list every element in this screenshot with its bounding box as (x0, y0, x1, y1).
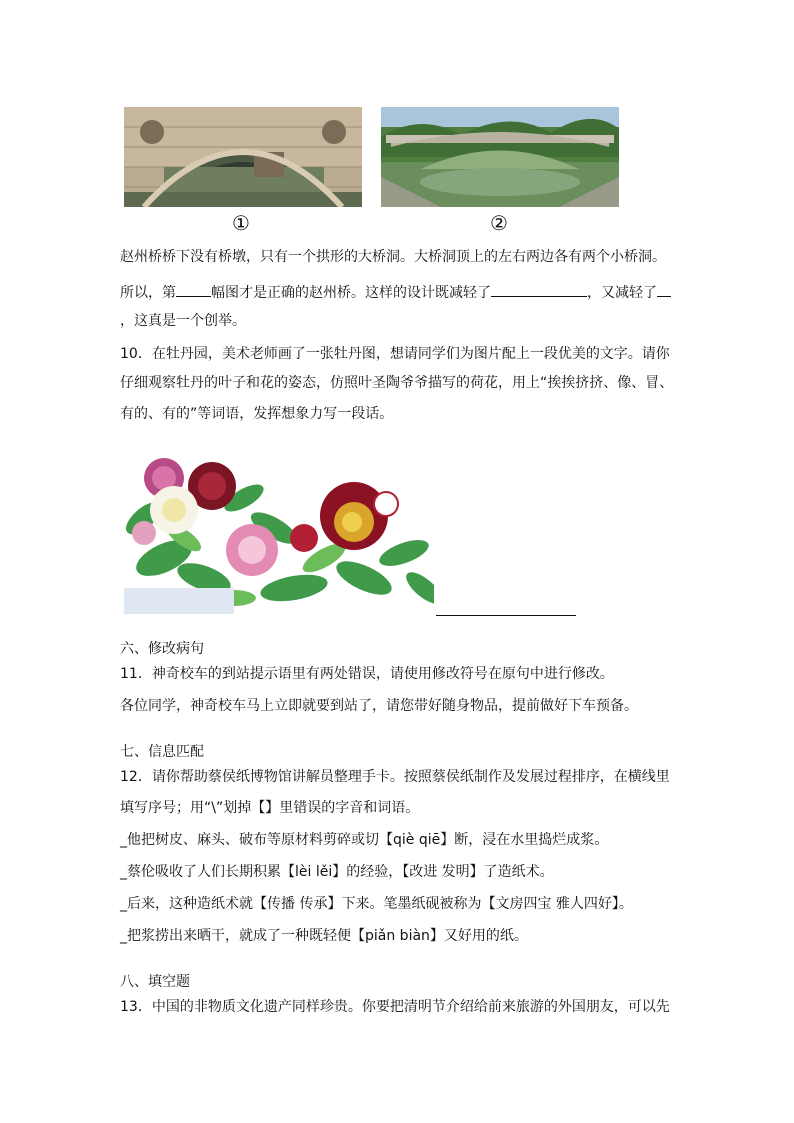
bridge-photo-1 (124, 107, 362, 207)
section-8-title: 八、填空题 (120, 974, 190, 990)
q10-answer-line[interactable] (436, 615, 576, 616)
q9-line-1: 赵州桥桥下没有桥墩，只有一个拱形的大桥洞。大桥洞顶上的左右两边各有两个小桥洞。 (120, 249, 666, 265)
q11-prompt: 11．神奇校车的到站提示语里有两处错误，请使用修改符号在原句中进行修改。 (120, 666, 614, 682)
bridge-photo-2 (381, 107, 619, 207)
figure-label-2: ② (490, 211, 508, 235)
q9-line-2-part-c: ，又减轻了 (587, 285, 657, 301)
q9-line-2-part-b: 幅图才是正确的赵州桥。这样的设计既减轻了 (211, 285, 491, 301)
q10-line-2: 仔细观察牡丹的叶子和花的姿态，仿照叶圣陶爷爷描写的荷花，用上“挨挨挤挤、像、冒、 (120, 375, 674, 391)
figure-label-1: ① (232, 211, 250, 235)
q9-line-2-part-a: 所以，第 (120, 285, 176, 301)
peony-painting (124, 438, 434, 614)
q10-line-1: 10．在牡丹园，美术老师画了一张牡丹图，想请同学们为图片配上一段优美的文字。请你 (120, 346, 670, 362)
q9-line-2 (120, 282, 671, 303)
blank-reduced-1[interactable] (491, 282, 587, 297)
q12-item-1: _他把树皮、麻头、破布等原材料剪碎或切【qiè qiē】断，浸在水里捣烂成浆。 (120, 832, 609, 848)
q11-sentence: 各位同学，神奇校车马上立即就要到站了，请您带好随身物品，提前做好下车预备。 (120, 698, 638, 714)
q12-item-2: _蔡伦吸收了人们长期积累【lèi lěi】的经验，【改进 发明】了造纸术。 (120, 864, 554, 880)
section-6-title: 六、修改病句 (120, 641, 204, 657)
q9-line-3: ，这真是一个创举。 (120, 313, 246, 329)
q10-line-3: 有的、有的”等词语，发挥想象力写一段话。 (120, 406, 394, 422)
section-7-title: 七、信息匹配 (120, 744, 204, 760)
q12-line-2: 填写序号；用“\”划掉【】里错误的字音和词语。 (120, 800, 420, 816)
q13-prompt: 13．中国的非物质文化遗产同样珍贵。你要把清明节介绍给前来旅游的外国朋友，可以先 (120, 999, 670, 1015)
blank-figure-number[interactable] (176, 282, 211, 297)
blank-reduced-2[interactable] (657, 282, 671, 297)
q12-item-4: _把浆捞出来晒干，就成了一种既轻便【piǎn biàn】又好用的纸。 (120, 928, 528, 944)
q12-line-1: 12．请你帮助蔡侯纸博物馆讲解员整理手卡。按照蔡侯纸制作及发展过程排序，在横线里 (120, 769, 670, 785)
q12-item-3: _后来，这种造纸术就【传播 传承】下来。笔墨纸砚被称为【文房四宝 雅人四好】。 (120, 896, 633, 912)
